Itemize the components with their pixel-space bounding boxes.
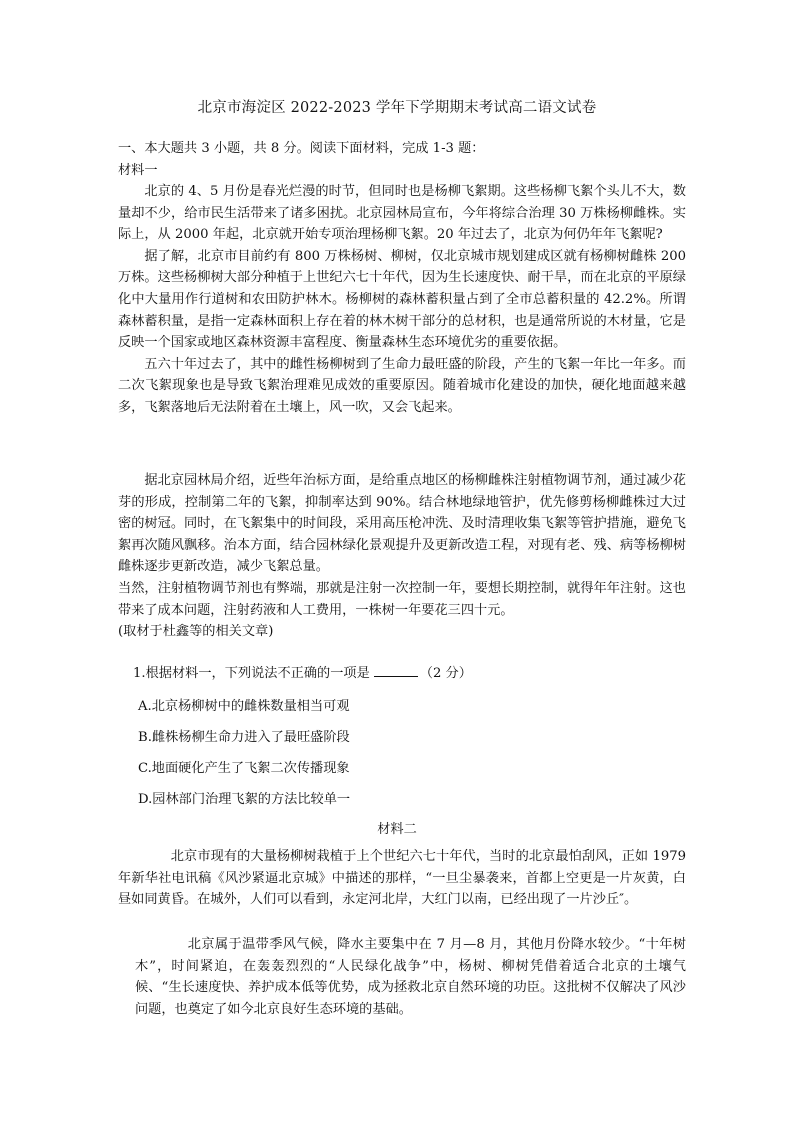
option-c: C.地面硬化产生了飞絮二次传播现象 bbox=[138, 761, 350, 776]
exam-title: 北京市海淀区 2022-2023 学年下学期期末考试高二语文试卷 bbox=[197, 100, 597, 116]
material-one-paragraph: 据北京园林局介绍，近些年治标方面，是给重点地区的杨柳雌株注射植物调节剂，通过减少花芽的形成，控制第二年的飞絮，抑制率达到 90%。结合林地绿地管护，优先修剪杨柳雌株过大过密的树冠。同时，在飞絮集中的时间段，采用高压枪冲洗、及时清理收集飞絮等管护措施，避免飞絮再次随风飘移。治本方面，结合园林绿化景观提升及更新改造工程，对现有老、残、病等杨柳树雌株逐步更新改造，减少飞絮总量。 bbox=[118, 473, 686, 575]
option-b: B.雌株杨柳生命力进入了最旺盛阶段 bbox=[138, 730, 350, 745]
material-two-paragraph: 北京市现有的大量杨柳树栽植于上个世纪六七十年代，当时的北京最怕刮风，正如 1979 年新华社电讯稿《风沙紧逼北京城》中描述的那样，“一旦尘暴袭来，首都上空更是一片灰黄，白昼如同黄昏。在城外，人们可以看到，永定河北岸，大红门以南，已经出现了一片沙丘″。 bbox=[118, 849, 686, 908]
material-two-paragraph: 北京属于温带季风气候，降水主要集中在 7 月—8 月，其他月份降水较少。“十年树木”，时间紧迫，在轰轰烈烈的“人民绿化战争”中，杨树、柳树凭借着适合北京的土壤气候、“生长速度快、养护成本低等优势，成为拯救北京自然环境的功臣。这批树不仅解决了风沙问题，也奠定了如今北京良好生态环境的基础。 bbox=[135, 937, 686, 1017]
option-d: D.园林部门治理飞絮的方法比较单一 bbox=[138, 792, 351, 807]
material-one-body-continued bbox=[118, 470, 686, 643]
material-two-body-continued bbox=[135, 934, 686, 1020]
material-one-paragraph: 据了解，北京市目前约有 800 万株杨树、柳树，仅北京城市规划建成区就有杨柳树雌株 200 万株。这些杨柳树大部分种植于上世纪六七十年代，因为生长速度快、耐干旱，而在北京的平原绿化中大量用作行道树和农田防护林木。杨柳树的森林蓄积量占到了全市总蓄积量的 42.2%。所谓森林蓄积量，是指一定森林面积上存在着的林木树干部分的总材积，也是通常所说的木材量，它是反映一个国家或地区森林资源丰富程度、衡量森林生态环境优劣的重要依据。 bbox=[118, 248, 686, 351]
material-one-paragraph: 五六十年过去了，其中的雌性杨柳树到了生命力最旺盛的阶段，产生的飞絮一年比一年多。而二次飞絮现象也是导致飞絮治理难见成效的重要原因。随着城市化建设的加快，硬化地面越来越多，飞絮落地后无法附着在土壤上，风一吹，又会飞起来。 bbox=[118, 356, 686, 415]
question-1-score: （2 分） bbox=[419, 666, 472, 681]
material-one-paragraph: 当然，注射植物调节剂也有弊端，那就是注射一次控制一年，要想长期控制，就得年年注射。这也带来了成本问题，注射药液和人工费用，一株树一年要花三四十元。 bbox=[118, 580, 686, 618]
material-one-body bbox=[118, 181, 686, 419]
material-one-label: 材料一 bbox=[118, 162, 158, 178]
answer-blank[interactable] bbox=[374, 664, 418, 677]
question-1 bbox=[133, 664, 472, 684]
material-two-label: 材料二 bbox=[377, 822, 417, 837]
material-one-paragraph: 北京的 4、5 月份是春光烂漫的时节，但同时也是杨柳飞絮期。这些杨柳飞絮个头儿不大，数量却不少，给市民生活带来了诸多困扰。北京园林局宣布，今年将综合治理 30 万株杨柳雌株。实际上，从 2000 年起，北京就开始专项治理杨柳飞絮。20 年过去了，北京为何仍年年飞絮呢? bbox=[118, 184, 686, 243]
question-1-stem: 1.根据材料一，下列说法不正确的一项是 bbox=[133, 666, 370, 681]
material-two-body bbox=[118, 846, 686, 911]
section-heading: 一、本大题共 3 小题，共 8 分。阅读下面材料，完成 1-3 题： bbox=[118, 141, 485, 156]
option-a: A.北京杨柳树中的雌株数量相当可观 bbox=[138, 699, 350, 714]
material-one-source: (取材于杜鑫等的相关文章) bbox=[118, 624, 274, 640]
section-instructions bbox=[118, 138, 686, 181]
